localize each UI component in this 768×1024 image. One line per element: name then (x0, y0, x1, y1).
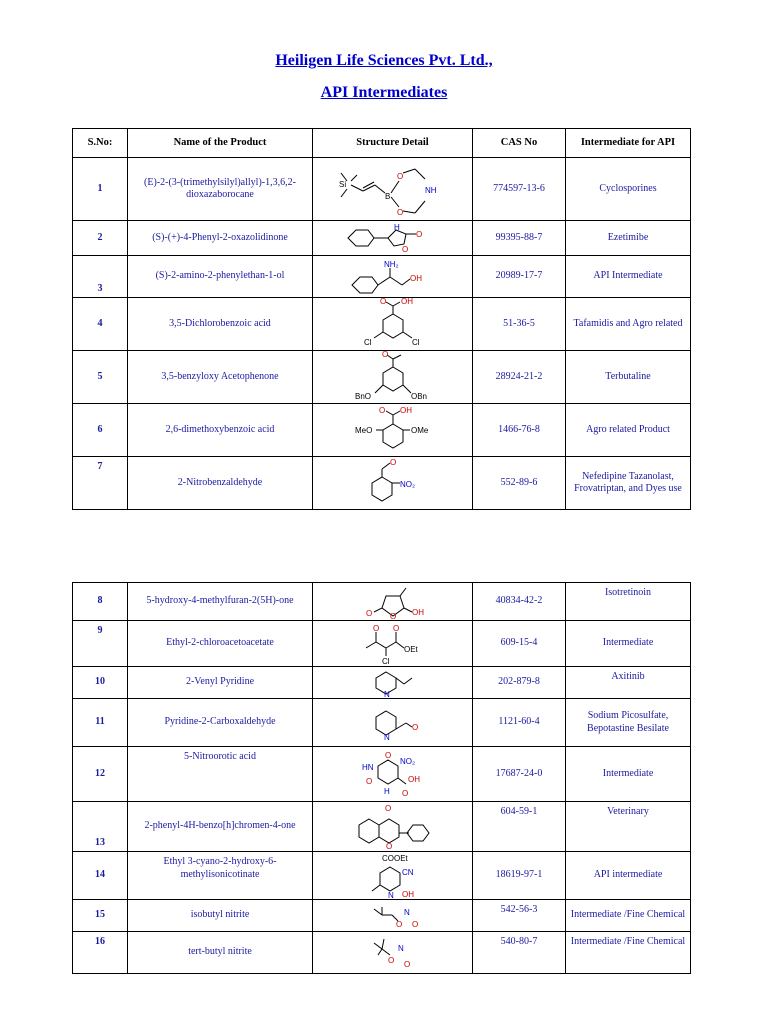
meo-label: MeO (354, 426, 372, 435)
o-label-carbonyl: O (384, 803, 391, 813)
table-row (73, 802, 691, 852)
table-row (73, 404, 691, 457)
header-name: Name of the Product (128, 129, 313, 158)
benzyloxy-acetophenone-icon (313, 351, 473, 404)
header-cas: CAS No (473, 129, 566, 158)
row-name: 2-Venyl Pyridine (128, 667, 313, 699)
row-cas: 17687-24-0 (473, 747, 566, 802)
row-sno: 13 (73, 802, 128, 852)
row-name: 2-Nitrobenzaldehyde (128, 457, 313, 510)
header-structure: Structure Detail (313, 129, 473, 158)
row-api: Axitinib (566, 667, 691, 699)
row-cas: 20989-17-7 (473, 256, 566, 298)
row-sno: 9 (73, 621, 128, 667)
row-api: Terbutaline (566, 351, 691, 404)
o-label-ring: O (385, 841, 392, 851)
row-name: (S)-(+)-4-Phenyl-2-oxazolidinone (128, 221, 313, 256)
row-sno: 12 (73, 747, 128, 802)
row-api: API Intermediate (566, 256, 691, 298)
oh-label: OH (407, 775, 420, 784)
row-sno: 14 (73, 852, 128, 900)
api-table-1 (72, 128, 691, 510)
table-row (73, 158, 691, 221)
no2-label: NO₂ (399, 757, 415, 766)
api-table-2 (72, 582, 691, 974)
row-sno: 1 (73, 158, 128, 221)
row-api: Intermediate /Fine Chemical (566, 900, 691, 932)
cl-label-1: Cl (363, 338, 372, 347)
isobutyl-nitrite-icon (313, 900, 473, 932)
h-label: H (393, 223, 400, 232)
n-label: N (383, 732, 390, 742)
o-label-2: O (396, 208, 403, 217)
table-row (73, 457, 691, 510)
o-label-ring: O (389, 611, 396, 620)
n-label: N (383, 689, 390, 698)
row-cas: 51-36-5 (473, 298, 566, 351)
table-row (73, 932, 691, 974)
table-row (73, 667, 691, 699)
phenylglycinol-icon (313, 256, 473, 298)
row-api: Ezetimibe (566, 221, 691, 256)
oxazolidinone-icon (313, 221, 473, 256)
company-title: Heiligen Life Sciences Pvt. Ltd., (275, 52, 493, 69)
o-label: O (378, 406, 385, 415)
o-label-1: O (396, 172, 403, 181)
row-name: 5-Nitroorotic acid (128, 747, 313, 802)
n-label: N (397, 943, 404, 953)
row-cas: 202-879-8 (473, 667, 566, 699)
obn-label: OBn (410, 392, 427, 401)
cyano-isonicotinate-icon (313, 852, 473, 900)
ome-label: OMe (410, 426, 428, 435)
oet-label: OEt (403, 644, 418, 654)
o-label-1: O (395, 919, 402, 929)
row-name: (S)-2-amino-2-phenylethan-1-ol (128, 256, 313, 298)
row-name: Ethyl 3-cyano-2-hydroxy-6-methylisonicotinate (128, 852, 313, 900)
row-sno: 16 (73, 932, 128, 974)
dimethoxybenzoic-acid-icon (313, 404, 473, 457)
row-sno: 11 (73, 699, 128, 747)
row-cas: 18619-97-1 (473, 852, 566, 900)
dioxazaborocane-icon (313, 158, 473, 221)
no2-label: NO₂ (399, 480, 415, 489)
row-api: Intermediate (566, 621, 691, 667)
row-sno: 6 (73, 404, 128, 457)
row-cas: 604-59-1 (473, 802, 566, 852)
oh-label: OH (411, 607, 424, 617)
row-cas: 1121-60-4 (473, 699, 566, 747)
o-label: O (389, 458, 396, 467)
o-label-acid: O (401, 789, 408, 798)
o-label-2: O (392, 623, 399, 633)
o-label-top: O (384, 751, 391, 760)
row-api: Cyclosporines (566, 158, 691, 221)
hn-label: HN (361, 763, 374, 772)
row-cas: 540-80-7 (473, 932, 566, 974)
row-api: Nefedipine Tazanolast, Frovatriptan, and Dyes use (566, 457, 691, 510)
table-row (73, 621, 691, 667)
nitroorotic-acid-icon (313, 747, 473, 802)
row-name: isobutyl nitrite (128, 900, 313, 932)
row-sno: 7 (73, 457, 128, 510)
row-api: Sodium Picosulfate, Bepotastine Besilate (566, 699, 691, 747)
o-label-1: O (372, 623, 379, 633)
row-sno: 4 (73, 298, 128, 351)
benzochromenone-icon (313, 802, 473, 852)
table-row (73, 900, 691, 932)
row-api: Agro related Product (566, 404, 691, 457)
table-row (73, 298, 691, 351)
row-name: 2-phenyl-4H-benzo[h]chromen-4-one (128, 802, 313, 852)
row-cas: 542-56-3 (473, 900, 566, 932)
oh-label: OH (401, 889, 414, 899)
tert-butyl-nitrite-icon (313, 932, 473, 974)
row-sno: 10 (73, 667, 128, 699)
row-name: Pyridine-2-Carboxaldehyde (128, 699, 313, 747)
row-sno: 15 (73, 900, 128, 932)
row-name: 2,6-dimethoxybenzoic acid (128, 404, 313, 457)
o-label: O (411, 722, 418, 732)
bno-label: BnO (354, 392, 371, 401)
n-label: N (403, 907, 410, 917)
row-name: 3,5-Dichlorobenzoic acid (128, 298, 313, 351)
nh-label: NH (424, 186, 437, 195)
row-name: (E)-2-(3-(trimethylsilyl)allyl)-1,3,6,2-dioxazaborocane (128, 158, 313, 221)
row-api: API intermediate (566, 852, 691, 900)
oh-label: OH (399, 406, 412, 415)
b-label: B (384, 192, 390, 201)
table-header-row (73, 129, 691, 158)
row-cas: 99395-88-7 (473, 221, 566, 256)
table-row (73, 852, 691, 900)
cooet-label: COOEt (381, 853, 408, 863)
si-label: Si (338, 180, 346, 189)
o-label-1: O (387, 955, 394, 965)
nitrobenzaldehyde-icon (313, 457, 473, 510)
page-subtitle: API Intermediates (320, 84, 448, 101)
h-label: H (383, 787, 390, 796)
row-cas: 1466-76-8 (473, 404, 566, 457)
table-row (73, 351, 691, 404)
o-label-2: O (411, 919, 418, 929)
table-row (73, 699, 691, 747)
row-cas: 774597-13-6 (473, 158, 566, 221)
nh2-label: NH₂ (383, 259, 399, 269)
row-name: tert-butyl nitrite (128, 932, 313, 974)
dichlorobenzoic-acid-icon (313, 298, 473, 351)
o-label-ring: O (401, 245, 408, 254)
chloroacetoacetate-icon (313, 621, 473, 667)
row-api: Tafamidis and Agro related (566, 298, 691, 351)
row-name: 3,5-benzyloxy Acetophenone (128, 351, 313, 404)
oh-label: OH (409, 273, 422, 283)
vinylpyridine-icon (313, 667, 473, 699)
cn-label: CN (401, 867, 414, 877)
row-name: Ethyl-2-chloroacetoacetate (128, 621, 313, 667)
row-cas: 40834-42-2 (473, 583, 566, 621)
row-name: 5-hydroxy-4-methylfuran-2(5H)-one (128, 583, 313, 621)
row-sno: 3 (73, 256, 128, 298)
o-label: O (381, 351, 388, 359)
table-row (73, 747, 691, 802)
row-cas: 552-89-6 (473, 457, 566, 510)
o-label: O (379, 298, 386, 306)
n-label: N (387, 890, 394, 899)
oh-label: OH (400, 298, 413, 306)
o-label-carbonyl: O (365, 608, 372, 618)
cl-label-2: Cl (411, 338, 420, 347)
header-api: Intermediate for API (566, 129, 691, 158)
row-sno: 2 (73, 221, 128, 256)
row-api: Isotretinoin (566, 583, 691, 621)
pyridine-aldehyde-icon (313, 699, 473, 747)
header-sno: S.No: (73, 129, 128, 158)
o-label-carbonyl: O (415, 230, 422, 239)
row-api: Veterinary (566, 802, 691, 852)
row-cas: 28924-21-2 (473, 351, 566, 404)
cl-label: Cl (381, 656, 390, 666)
table-row (73, 583, 691, 621)
row-api: Intermediate (566, 747, 691, 802)
o-label-2: O (403, 959, 410, 969)
row-sno: 5 (73, 351, 128, 404)
table-row (73, 256, 691, 298)
row-cas: 609-15-4 (473, 621, 566, 667)
hydroxyfuranone-icon (313, 583, 473, 621)
row-api: Intermediate /Fine Chemical (566, 932, 691, 974)
row-sno: 8 (73, 583, 128, 621)
table-row (73, 221, 691, 256)
o-label-left: O (365, 777, 372, 786)
